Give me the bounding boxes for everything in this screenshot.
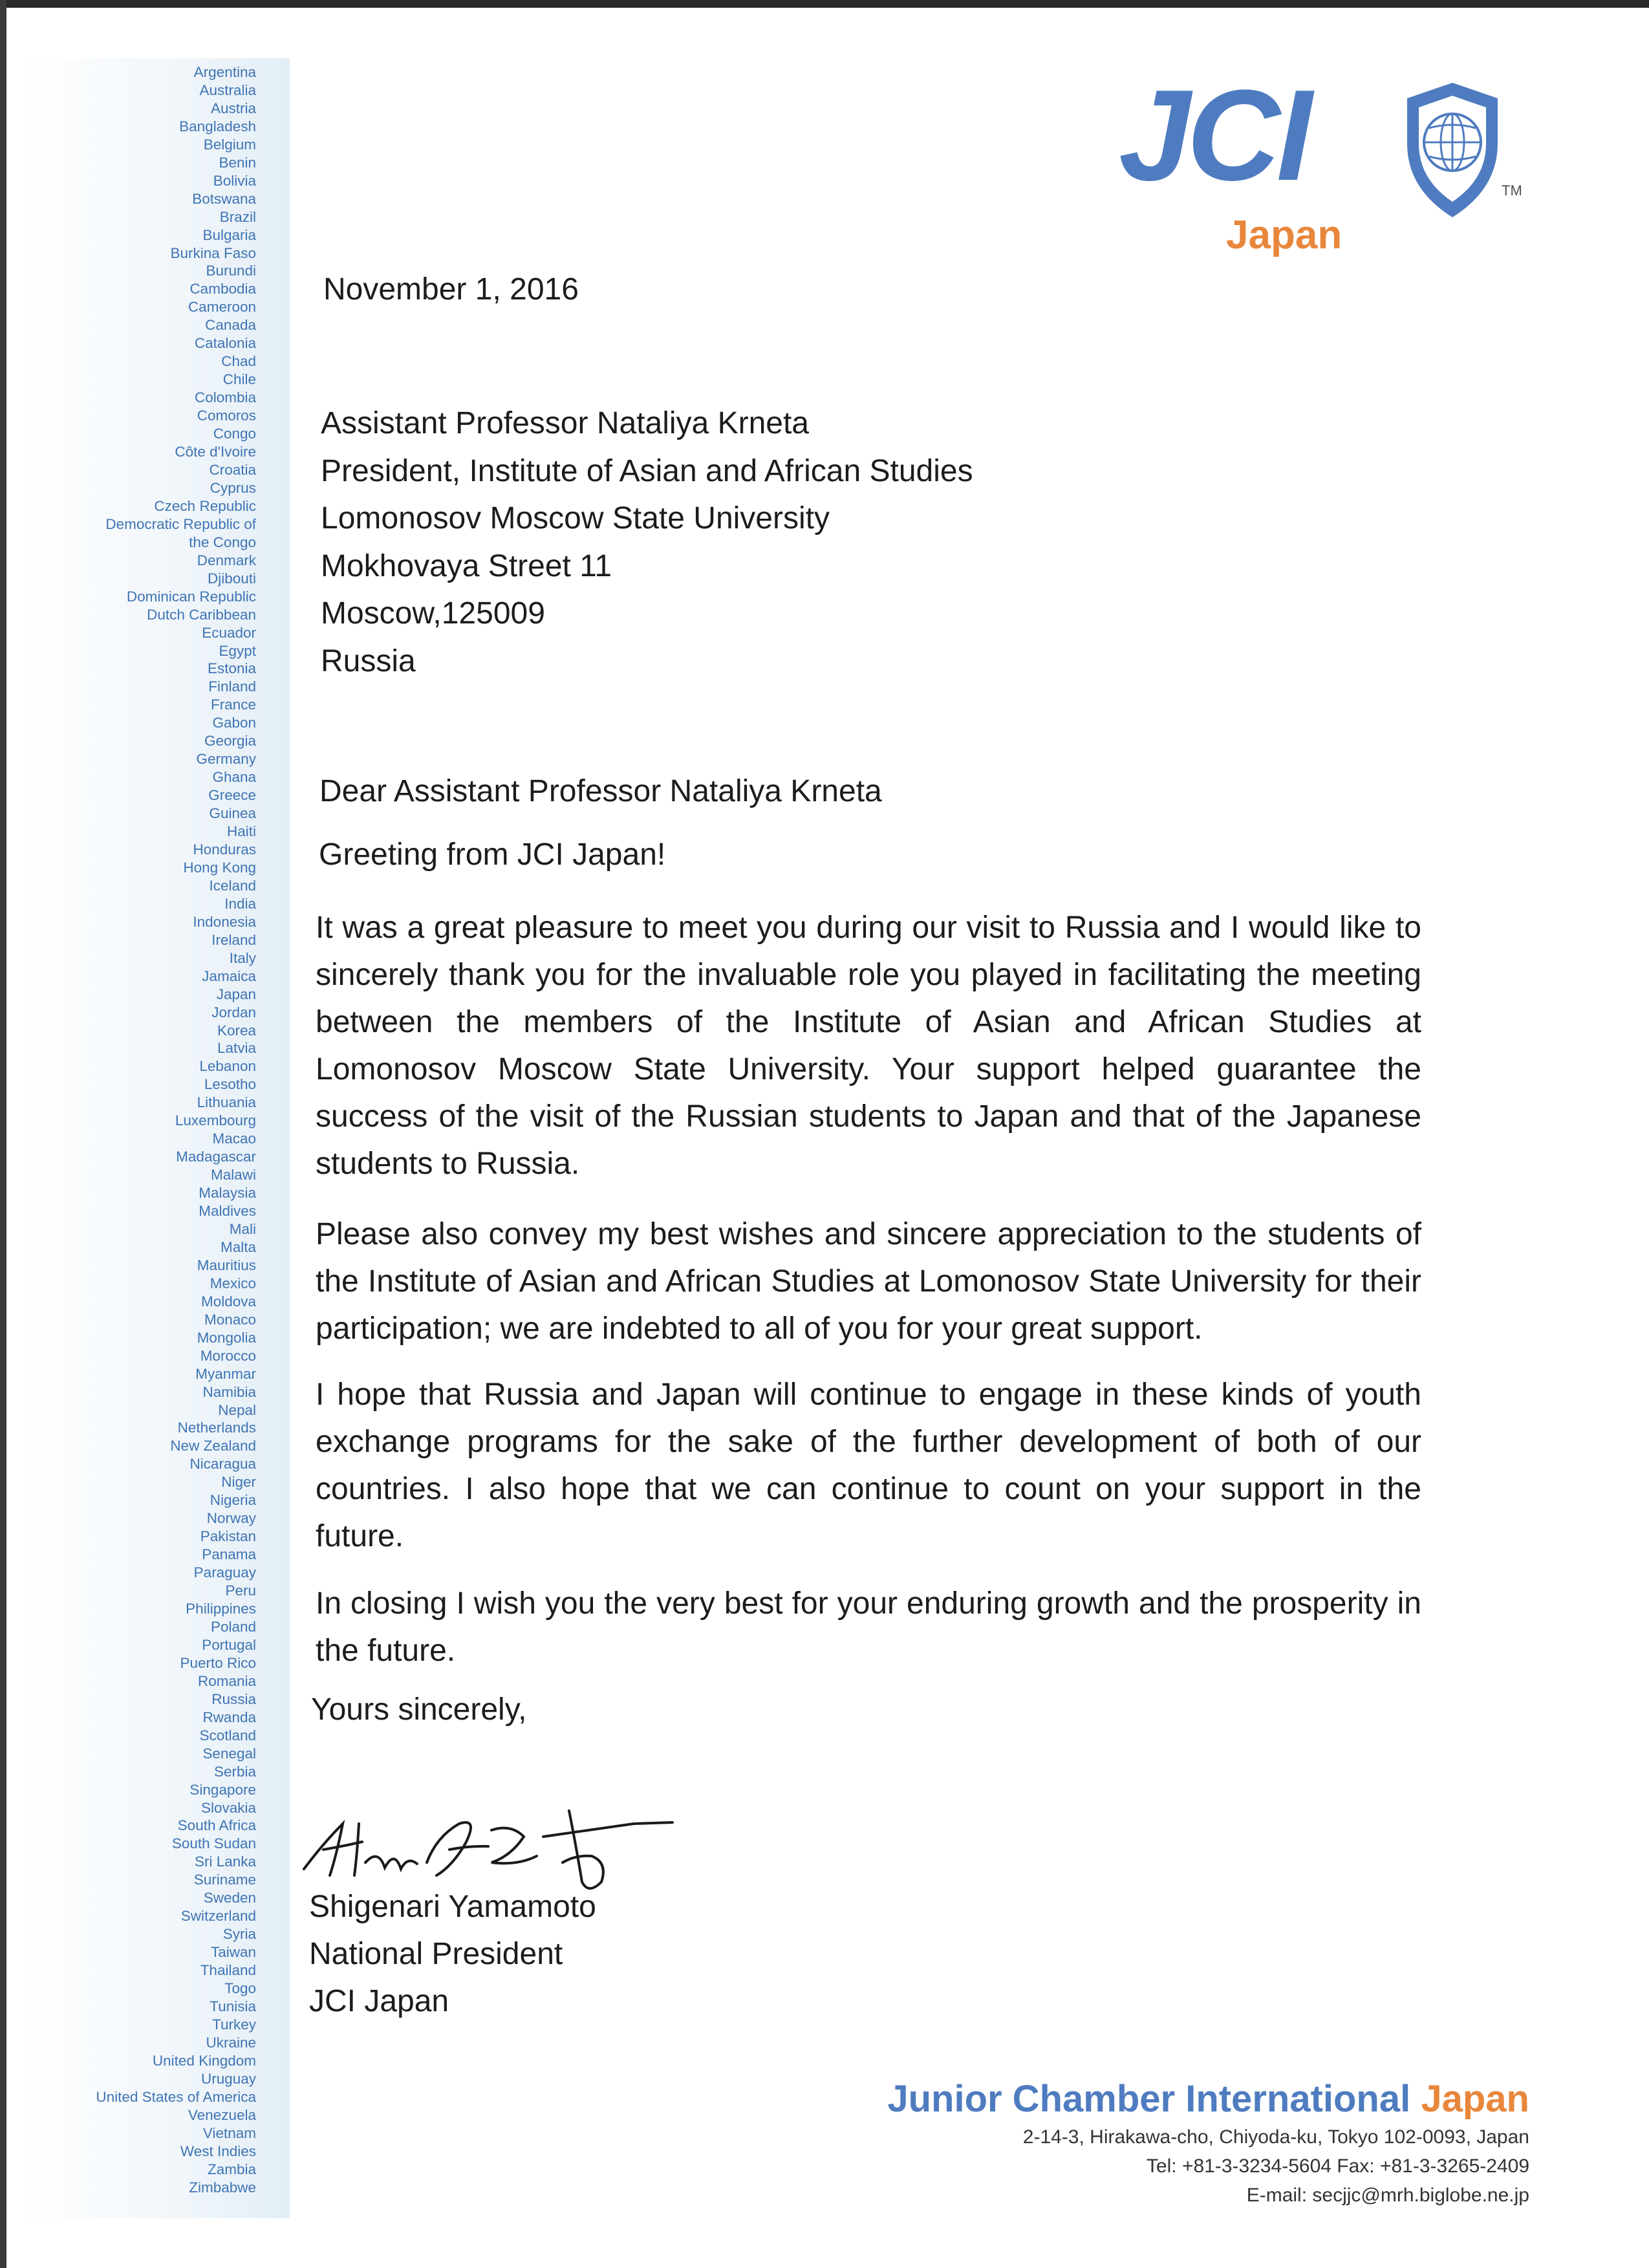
footer-address: 2-14-3, Hirakawa-cho, Chiyoda-ku, Tokyo 102-0093, Japan [1022, 2126, 1529, 2148]
country-name: Catalonia [194, 335, 256, 352]
country-name: Bolivia [213, 172, 256, 189]
country-name: Maldives [199, 1203, 256, 1220]
country-name: Malawi [210, 1167, 256, 1183]
scan-top-edge [0, 0, 1649, 8]
country-name: Czech Republic [154, 497, 256, 514]
country-name: Estonia [207, 660, 256, 677]
country-name: Cameroon [188, 299, 256, 316]
country-name: Vietnam [202, 2124, 256, 2141]
country-name: Ghana [212, 769, 256, 786]
country-name: Lithuania [197, 1094, 256, 1111]
country-name: Japan [216, 986, 256, 1002]
country-name: Paraguay [193, 1564, 256, 1581]
country-name: Benin [219, 154, 256, 171]
country-name: United Kingdom [152, 2052, 256, 2069]
country-name: Zambia [207, 2161, 256, 2177]
country-name: Chile [222, 371, 256, 388]
country-name: Croatia [209, 461, 256, 478]
country-name: Romania [197, 1672, 256, 1689]
country-name: Canada [205, 317, 256, 334]
body-paragraph: It was a great pleasure to meet you during our visit to Russia and I would like to sincerely thank you for the invaluable role you played in facilitating the meeting between the members of the Institute of Asian and African Studies at Lomonosov Moscow State University. Your support helped guarantee the success of the visit of the Russian students to Japan and that of the Japanese students to Russia. [316, 911, 1421, 1181]
country-name: Ecuador [202, 624, 256, 641]
country-name: Russia [211, 1690, 256, 1707]
country-name: Denmark [197, 552, 256, 568]
country-name: Cyprus [210, 479, 256, 496]
country-name: Jordan [211, 1004, 256, 1021]
country-name: Namibia [202, 1383, 256, 1400]
country-name: Italy [229, 949, 256, 966]
address-line: Moscow,125009 [321, 596, 545, 631]
country-name: Thailand [200, 1962, 256, 1979]
country-name: Dutch Caribbean [147, 606, 256, 623]
recipient-address [321, 400, 973, 685]
country-name: Syria [222, 1926, 256, 1943]
footer-org-main: Junior Chamber International [887, 2078, 1411, 2120]
signer-org: JCI Japan [309, 1984, 449, 2018]
country-name: Egypt [219, 642, 256, 659]
country-name: Madagascar [176, 1149, 256, 1165]
country-name: Sweden [203, 1890, 256, 1906]
country-name: Rwanda [202, 1709, 256, 1725]
country-list [18, 63, 256, 2196]
country-name: Comoros [197, 407, 256, 424]
closing: Yours sincerely, [311, 1692, 527, 1727]
greeting: Greeting from JCI Japan! [319, 837, 666, 872]
country-name: Ireland [211, 931, 256, 948]
country-name: Iceland [209, 877, 256, 894]
country-name: Niger [221, 1474, 256, 1491]
country-name: Bangladesh [179, 118, 256, 135]
country-name: Australia [199, 81, 256, 98]
country-name: Germany [196, 751, 256, 768]
country-name: United States of America [96, 2088, 256, 2105]
country-name: Mauritius [197, 1257, 256, 1273]
country-name: West Indies [180, 2143, 256, 2159]
country-name: Slovakia [200, 1799, 256, 1816]
country-name: Chad [221, 353, 256, 370]
footer-phone-fax: Tel: +81-3-3234-5604 Fax: +81-3-3265-2409 [1146, 2155, 1529, 2177]
country-name: Senegal [202, 1745, 256, 1762]
address-line: Mokhovaya Street 11 [321, 548, 612, 583]
country-name: Cambodia [189, 281, 256, 297]
body-paragraph: Please also convey my best wishes and sincere appreciation to the students of the Institute of Asian and African Studies at Lomonosov State University for their participation; we are indebted to all of you for your great support. [316, 1217, 1421, 1346]
footer-org-name [763, 2076, 1529, 2122]
country-name: Malaysia [199, 1185, 256, 1202]
country-name: Burkina Faso [170, 244, 256, 261]
country-name: Côte d'Ivoire [175, 444, 256, 460]
country-name: Peru [225, 1582, 256, 1599]
country-name: Congo [213, 426, 256, 442]
country-name: Dominican Republic [126, 588, 256, 605]
country-name: South Sudan [171, 1835, 256, 1852]
country-name: Lesotho [204, 1076, 256, 1093]
country-name: Togo [224, 1980, 256, 1997]
body-paragraph: I hope that Russia and Japan will continue to engage in these kinds of youth exchange programs for the sake of the further development of both of our countries. I also hope that we can continue to count on your support in the future. [316, 1377, 1421, 1553]
address-line: President, Institute of Asian and African Studies [321, 453, 973, 488]
country-name: Zimbabwe [189, 2179, 256, 2196]
letterhead-footer [763, 2076, 1529, 2210]
footer-email: E-mail: secjjc@mrh.biglobe.ne.jp [1246, 2185, 1529, 2206]
logo-wordmark: JCI [1119, 63, 1309, 208]
country-name: Serbia [213, 1763, 256, 1780]
salutation: Dear Assistant Professor Nataliya Krneta [319, 774, 882, 808]
body-paragraph: In closing I wish you the very best for your enduring growth and the prosperity in the future. [316, 1586, 1421, 1668]
country-name: Mexico [210, 1275, 256, 1291]
address-line: Lomonosov Moscow State University [321, 501, 830, 535]
country-name: Austria [210, 100, 256, 116]
country-name: Portugal [202, 1636, 256, 1653]
country-name: Uruguay [200, 2070, 256, 2087]
country-name: Poland [210, 1618, 256, 1635]
country-name: Indonesia [193, 913, 256, 930]
country-name: Moldova [200, 1293, 256, 1310]
country-name: Burundi [206, 263, 256, 279]
country-name: Democratic Republic of [105, 515, 256, 532]
country-name: Finland [208, 678, 256, 695]
country-name: Taiwan [210, 1944, 256, 1961]
country-name: Nepal [218, 1401, 256, 1418]
country-name: Luxembourg [175, 1112, 256, 1129]
jci-japan-logo [1119, 63, 1533, 278]
country-name: Myanmar [195, 1365, 256, 1382]
globe-shield-icon [1401, 79, 1504, 221]
country-name: Turkey [212, 2016, 256, 2033]
country-name: Switzerland [180, 1908, 256, 1925]
country-name: Nicaragua [189, 1456, 256, 1473]
country-name: Scotland [199, 1727, 256, 1744]
signer-name: Shigenari Yamamoto [309, 1890, 596, 1924]
signature-block [309, 1883, 596, 2025]
country-name: Norway [206, 1510, 256, 1527]
country-name: India [224, 895, 256, 912]
country-name: South Africa [177, 1817, 256, 1834]
letter-date: November 1, 2016 [323, 272, 579, 307]
country-name: Pakistan [200, 1528, 256, 1545]
country-name: Brazil [219, 208, 256, 225]
country-name: Sri Lanka [194, 1853, 256, 1870]
country-name: Nigeria [210, 1492, 256, 1509]
country-name: Panama [202, 1546, 256, 1563]
country-name: Suriname [193, 1872, 256, 1888]
trademark-symbol: TM [1502, 182, 1522, 199]
country-name: Jamaica [202, 967, 256, 984]
address-line: Assistant Professor Nataliya Krneta [321, 406, 809, 440]
country-name: the Congo [189, 534, 256, 550]
footer-org-country: Japan [1421, 2078, 1529, 2120]
country-name: Latvia [217, 1040, 256, 1057]
country-name: Monaco [204, 1311, 256, 1328]
country-name: Honduras [193, 841, 256, 858]
country-name: Mongolia [197, 1329, 256, 1346]
country-name: Venezuela [188, 2106, 256, 2123]
country-name: Belgium [203, 136, 256, 153]
country-name: Korea [217, 1022, 256, 1039]
country-name: Gabon [212, 715, 256, 731]
country-name: France [210, 697, 256, 713]
country-name: Haiti [226, 823, 256, 840]
scan-left-edge [0, 0, 6, 2268]
country-name: Tunisia [210, 1998, 256, 2014]
signer-title: National President [309, 1937, 563, 1971]
country-name: Morocco [200, 1347, 256, 1364]
country-name: Philippines [186, 1601, 256, 1617]
country-name: Botswana [192, 190, 256, 207]
country-name: Georgia [204, 733, 256, 750]
country-name: Mali [229, 1221, 256, 1237]
country-name: Greece [208, 787, 256, 804]
country-name: Netherlands [177, 1420, 256, 1436]
country-name: Ukraine [206, 2034, 256, 2051]
country-name: Colombia [194, 389, 256, 406]
country-name: Guinea [209, 805, 256, 822]
address-line: Russia [321, 643, 416, 678]
logo-country: Japan [1226, 213, 1342, 257]
country-name: Argentina [193, 64, 256, 80]
country-name: Singapore [189, 1781, 256, 1798]
country-name: Macao [212, 1130, 256, 1147]
country-name: Djibouti [207, 570, 256, 587]
country-name: Puerto Rico [180, 1654, 256, 1671]
country-name: Hong Kong [183, 859, 256, 876]
country-name: Malta [220, 1238, 256, 1255]
country-name: Bulgaria [202, 226, 256, 243]
country-name: Lebanon [199, 1058, 256, 1075]
country-name: New Zealand [170, 1438, 256, 1454]
